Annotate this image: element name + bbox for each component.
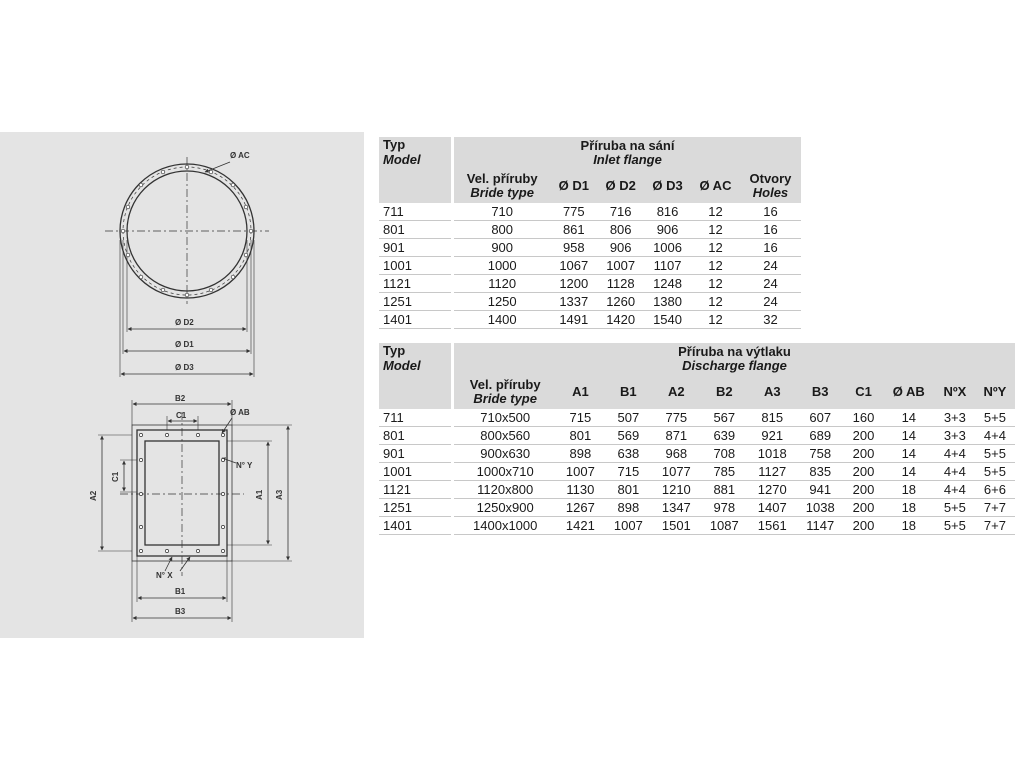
table-row: [379, 203, 801, 221]
value-cell: 689: [796, 427, 844, 445]
value-cell: 978: [700, 499, 748, 517]
flange-drawing: [0, 132, 364, 638]
model-header: [379, 343, 453, 409]
label-b3: B3: [175, 607, 186, 616]
value-cell: 1200: [550, 275, 597, 293]
column-header: [796, 375, 844, 409]
value-cell: 5+5: [935, 517, 975, 535]
table-row: [379, 499, 1015, 517]
label-nx: N° X: [156, 571, 173, 580]
group-title-en: Inlet flange: [593, 152, 662, 167]
column-header-label: B1: [620, 384, 637, 399]
typ-label: Typ: [383, 343, 406, 358]
table-row: [379, 239, 801, 257]
column-header-label-en: Bride type: [473, 391, 537, 406]
value-cell: 16: [740, 203, 801, 221]
value-cell: 835: [796, 463, 844, 481]
table-row: [379, 517, 1015, 535]
model-cell: 1001: [379, 257, 453, 275]
value-cell: 3+3: [935, 409, 975, 427]
value-cell: 1107: [644, 257, 691, 275]
model-cell: 711: [379, 409, 453, 427]
model-cell: 1401: [379, 311, 453, 329]
model-cell: 1001: [379, 463, 453, 481]
model-cell: 1121: [379, 481, 453, 499]
value-cell: 715: [604, 463, 652, 481]
value-cell: 816: [644, 203, 691, 221]
value-cell: 200: [844, 499, 883, 517]
value-cell: 1561: [748, 517, 796, 535]
inlet-flange-table: [379, 137, 801, 329]
label-b1: B1: [175, 587, 186, 596]
discharge-flange-drawing: [98, 400, 292, 622]
value-cell: 1420: [597, 311, 644, 329]
value-cell: 1210: [652, 481, 700, 499]
value-cell: 968: [652, 445, 700, 463]
value-cell: 710: [454, 203, 550, 221]
model-cell: 711: [379, 203, 453, 221]
column-header: [844, 375, 883, 409]
table-row: [379, 481, 1015, 499]
value-cell: 200: [844, 427, 883, 445]
column-header: [700, 375, 748, 409]
label-c1-left: C1: [111, 471, 120, 482]
column-header-label: A2: [668, 384, 685, 399]
column-header: [556, 375, 604, 409]
column-header: [652, 375, 700, 409]
label-d2: Ø D2: [175, 318, 194, 327]
value-cell: 12: [691, 239, 740, 257]
label-ab: Ø AB: [230, 408, 250, 417]
label-a1: A1: [255, 489, 264, 500]
column-header-label-en: Bride type: [470, 185, 534, 200]
label-c1-top: C1: [176, 411, 187, 420]
model-header: [379, 137, 453, 203]
value-cell: 1347: [652, 499, 700, 517]
value-cell: 6+6: [975, 481, 1015, 499]
value-cell: 871: [652, 427, 700, 445]
group-header: [454, 137, 801, 169]
table-row: [379, 409, 1015, 427]
column-header-label: Ø D1: [558, 178, 589, 193]
group-title-en: Discharge flange: [682, 358, 787, 373]
column-header: [691, 169, 740, 203]
column-header: [550, 169, 597, 203]
label-d1: Ø D1: [175, 340, 194, 349]
value-cell: 708: [700, 445, 748, 463]
value-cell: 1067: [550, 257, 597, 275]
value-cell: 1120x800: [454, 481, 556, 499]
value-cell: 7+7: [975, 517, 1015, 535]
column-header: [644, 169, 691, 203]
value-cell: 639: [700, 427, 748, 445]
value-cell: 200: [844, 445, 883, 463]
value-cell: 906: [644, 221, 691, 239]
value-cell: 1407: [748, 499, 796, 517]
value-cell: 607: [796, 409, 844, 427]
value-cell: 1421: [556, 517, 604, 535]
value-cell: 1491: [550, 311, 597, 329]
value-cell: 32: [740, 311, 801, 329]
value-cell: 4+4: [935, 463, 975, 481]
model-cell: 1251: [379, 293, 453, 311]
value-cell: 569: [604, 427, 652, 445]
value-cell: 941: [796, 481, 844, 499]
discharge-flange-table: [379, 343, 1015, 535]
value-cell: 18: [883, 481, 935, 499]
value-cell: 24: [740, 293, 801, 311]
value-cell: 5+5: [975, 463, 1015, 481]
value-cell: 160: [844, 409, 883, 427]
table-row: [379, 311, 801, 329]
column-header-label: NºX: [943, 384, 967, 399]
value-cell: 1400x1000: [454, 517, 556, 535]
value-cell: 16: [740, 221, 801, 239]
typ-label: Typ: [383, 137, 406, 152]
value-cell: 785: [700, 463, 748, 481]
group-title-cz: Příruba na výtlaku: [678, 344, 791, 359]
value-cell: 1248: [644, 275, 691, 293]
value-cell: 14: [883, 427, 935, 445]
value-cell: 758: [796, 445, 844, 463]
value-cell: 900: [454, 239, 550, 257]
value-cell: 1128: [597, 275, 644, 293]
model-cell: 801: [379, 427, 453, 445]
model-cell: 801: [379, 221, 453, 239]
value-cell: 1540: [644, 311, 691, 329]
column-header-label: Ø D3: [652, 178, 683, 193]
value-cell: 1007: [556, 463, 604, 481]
value-cell: 14: [883, 463, 935, 481]
value-cell: 861: [550, 221, 597, 239]
value-cell: 1018: [748, 445, 796, 463]
column-header: [883, 375, 935, 409]
value-cell: 1006: [644, 239, 691, 257]
column-header-label: Vel. příruby: [469, 377, 541, 392]
value-cell: 1077: [652, 463, 700, 481]
value-cell: 1007: [604, 517, 652, 535]
value-cell: 1270: [748, 481, 796, 499]
value-cell: 801: [604, 481, 652, 499]
column-header-label: B3: [811, 384, 829, 399]
value-cell: 800: [454, 221, 550, 239]
value-cell: 1400: [454, 311, 550, 329]
model-label: Model: [383, 152, 421, 167]
table-row: [379, 275, 801, 293]
column-header: [454, 169, 550, 203]
model-cell: 1401: [379, 517, 453, 535]
column-header-label: Ø AB: [892, 384, 925, 399]
column-header-label: A1: [572, 384, 589, 399]
value-cell: 12: [691, 275, 740, 293]
value-cell: 507: [604, 409, 652, 427]
table-row: [379, 463, 1015, 481]
value-cell: 898: [556, 445, 604, 463]
value-cell: 906: [597, 239, 644, 257]
value-cell: 1087: [700, 517, 748, 535]
group-header: [454, 343, 1015, 375]
value-cell: 12: [691, 203, 740, 221]
column-header-label: Ø AC: [699, 178, 732, 193]
label-ac: Ø AC: [230, 151, 250, 160]
value-cell: 1260: [597, 293, 644, 311]
value-cell: 801: [556, 427, 604, 445]
value-cell: 1501: [652, 517, 700, 535]
value-cell: 1038: [796, 499, 844, 517]
value-cell: 12: [691, 221, 740, 239]
column-header-label: Otvory: [749, 171, 792, 186]
value-cell: 12: [691, 257, 740, 275]
table-row: [379, 257, 801, 275]
column-header: [740, 169, 801, 203]
value-cell: 5+5: [975, 445, 1015, 463]
value-cell: 200: [844, 463, 883, 481]
table-row: [379, 445, 1015, 463]
value-cell: 1337: [550, 293, 597, 311]
value-cell: 958: [550, 239, 597, 257]
value-cell: 1250x900: [454, 499, 556, 517]
value-cell: 3+3: [935, 427, 975, 445]
value-cell: 710x500: [454, 409, 556, 427]
model-cell: 1251: [379, 499, 453, 517]
value-cell: 1250: [454, 293, 550, 311]
column-header-label: NºY: [983, 384, 1007, 399]
label-b2: B2: [175, 394, 186, 403]
value-cell: 7+7: [975, 499, 1015, 517]
value-cell: 800x560: [454, 427, 556, 445]
value-cell: 1127: [748, 463, 796, 481]
column-header-label: A3: [763, 384, 781, 399]
value-cell: 14: [883, 445, 935, 463]
value-cell: 1120: [454, 275, 550, 293]
column-header: [604, 375, 652, 409]
label-d3: Ø D3: [175, 363, 194, 372]
column-header: [454, 375, 556, 409]
value-cell: 567: [700, 409, 748, 427]
label-a3: A3: [275, 489, 284, 500]
column-header-label: B2: [715, 384, 733, 399]
table-row: [379, 221, 801, 239]
value-cell: 5+5: [975, 409, 1015, 427]
value-cell: 4+4: [935, 445, 975, 463]
column-header-label-en: Holes: [752, 185, 789, 200]
value-cell: 775: [550, 203, 597, 221]
value-cell: 775: [652, 409, 700, 427]
value-cell: 14: [883, 409, 935, 427]
value-cell: 806: [597, 221, 644, 239]
value-cell: 18: [883, 517, 935, 535]
value-cell: 716: [597, 203, 644, 221]
value-cell: 1007: [597, 257, 644, 275]
value-cell: 1267: [556, 499, 604, 517]
label-a2: A2: [89, 490, 98, 501]
model-label: Model: [383, 358, 421, 373]
value-cell: 898: [604, 499, 652, 517]
table-row: [379, 427, 1015, 445]
value-cell: 1130: [556, 481, 604, 499]
group-title-cz: Příruba na sání: [580, 138, 675, 153]
value-cell: 638: [604, 445, 652, 463]
value-cell: 921: [748, 427, 796, 445]
value-cell: 24: [740, 257, 801, 275]
value-cell: 18: [883, 499, 935, 517]
column-header-label: Vel. příruby: [466, 171, 538, 186]
column-header-label: C1: [855, 384, 872, 399]
value-cell: 715: [556, 409, 604, 427]
column-header: [935, 375, 975, 409]
technical-drawing-panel: [0, 132, 364, 638]
value-cell: 1000x710: [454, 463, 556, 481]
column-header: [975, 375, 1015, 409]
value-cell: 200: [844, 481, 883, 499]
value-cell: 1147: [796, 517, 844, 535]
model-cell: 1121: [379, 275, 453, 293]
column-header: [748, 375, 796, 409]
label-ny: N° Y: [236, 461, 253, 470]
value-cell: 815: [748, 409, 796, 427]
value-cell: 12: [691, 293, 740, 311]
column-header: [597, 169, 644, 203]
value-cell: 900x630: [454, 445, 556, 463]
value-cell: 200: [844, 517, 883, 535]
value-cell: 5+5: [935, 499, 975, 517]
model-cell: 901: [379, 239, 453, 257]
value-cell: 12: [691, 311, 740, 329]
value-cell: 4+4: [975, 427, 1015, 445]
table-row: [379, 293, 801, 311]
value-cell: 24: [740, 275, 801, 293]
value-cell: 1000: [454, 257, 550, 275]
value-cell: 1380: [644, 293, 691, 311]
value-cell: 16: [740, 239, 801, 257]
model-cell: 901: [379, 445, 453, 463]
value-cell: 4+4: [935, 481, 975, 499]
column-header-label: Ø D2: [605, 178, 636, 193]
value-cell: 881: [700, 481, 748, 499]
